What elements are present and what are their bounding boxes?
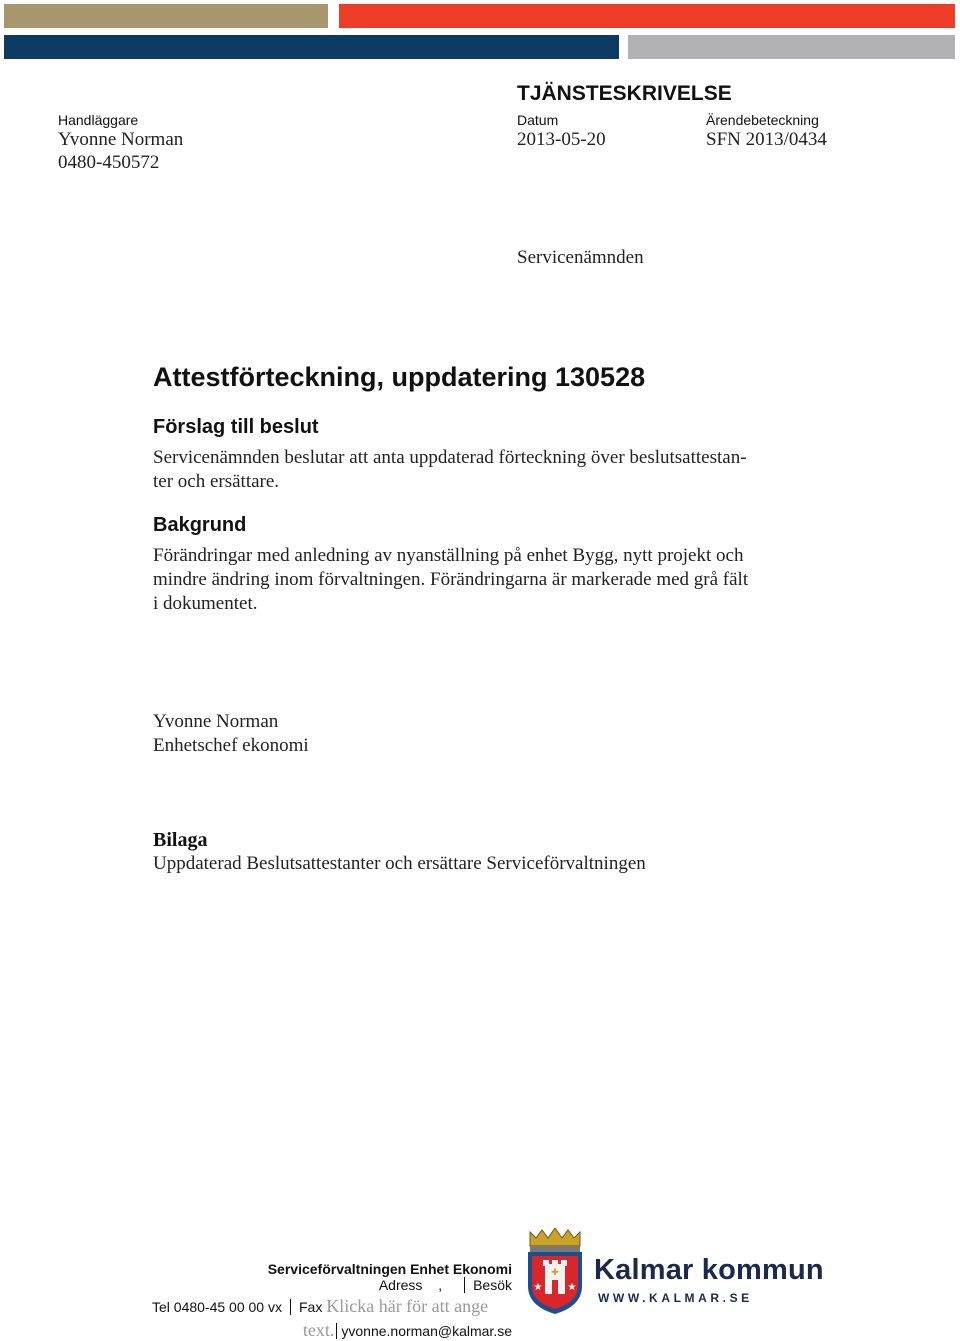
footer-email-line <box>303 1320 512 1341</box>
attachment-heading: Bilaga <box>153 829 208 851</box>
handlaggare-name: Yvonne Norman <box>58 129 184 150</box>
forslag-line-1: Servicenämnden beslutar att anta uppdaterad förteckning över beslutsattestan- <box>153 447 747 468</box>
signature-role: Enhetschef ekonomi <box>153 735 309 756</box>
svg-text:★: ★ <box>567 1282 577 1293</box>
svg-text:★: ★ <box>533 1282 543 1293</box>
bakgrund-line-3: i dokumentet. <box>153 593 258 614</box>
bakgrund-heading: Bakgrund <box>153 514 247 536</box>
datum-value: 2013-05-20 <box>517 129 606 150</box>
footer-adress-label: Adress <box>378 1277 423 1293</box>
footer-email: yvonne.norman@kalmar.se <box>341 1323 512 1339</box>
footer-adress-comma: , <box>438 1277 443 1293</box>
footer-address-line <box>379 1277 512 1293</box>
forslag-heading: Förslag till beslut <box>153 416 319 438</box>
handlaggare-label: Handläggare <box>58 112 139 128</box>
bakgrund-line-2: mindre ändring inom förvaltningen. Förändringarna är markerade med grå fält <box>153 569 749 590</box>
header-bar-gold <box>4 4 328 28</box>
doc-type: TJÄNSTESKRIVELSE <box>517 82 732 105</box>
footer-fax-label: Fax <box>298 1299 323 1315</box>
svg-text:✚: ✚ <box>551 1268 559 1278</box>
footer-org: Serviceförvaltningen Enhet Ekonomi <box>267 1261 512 1277</box>
logo-url[interactable]: WWW.KALMAR.SE <box>598 1291 753 1305</box>
arende-label: Ärendebeteckning <box>706 112 819 128</box>
forslag-text <box>153 446 803 494</box>
datum-label: Datum <box>517 112 559 128</box>
header-bar-gray <box>628 35 955 59</box>
bakgrund-line-1: Förändringar med anledning av nyanställning på enhet Bygg, nytt projekt och <box>153 545 744 566</box>
handlaggare-phone: 0480-450572 <box>58 152 160 173</box>
signature-name: Yvonne Norman <box>153 711 279 732</box>
header-bar-navy <box>4 35 619 59</box>
footer-separator <box>336 1323 337 1339</box>
signature <box>153 710 803 758</box>
footer-besok-label: Besök <box>473 1277 512 1293</box>
bakgrund-text <box>153 544 803 616</box>
footer-tel: Tel 0480-45 00 00 vx <box>152 1299 282 1315</box>
forslag-line-2: ter och ersättare. <box>153 471 280 492</box>
footer-separator <box>290 1299 291 1315</box>
footer-contact-line <box>152 1296 488 1317</box>
kalmar-coat-of-arms-icon <box>526 1228 584 1316</box>
page-title: Attestförteckning, uppdatering 130528 <box>153 362 646 392</box>
footer-separator <box>464 1277 465 1293</box>
logo-name: Kalmar kommun <box>594 1254 824 1286</box>
attachment-text: Uppdaterad Beslutsattestanter och ersättare Serviceförvaltningen <box>153 853 646 874</box>
fax-placeholder[interactable]: Klicka här för att ange <box>326 1296 489 1316</box>
fax-placeholder-continued[interactable]: text. <box>302 1320 335 1340</box>
header-bar-red <box>339 4 955 28</box>
recipient: Servicenämnden <box>517 247 644 268</box>
arende-value: SFN 2013/0434 <box>706 129 827 150</box>
